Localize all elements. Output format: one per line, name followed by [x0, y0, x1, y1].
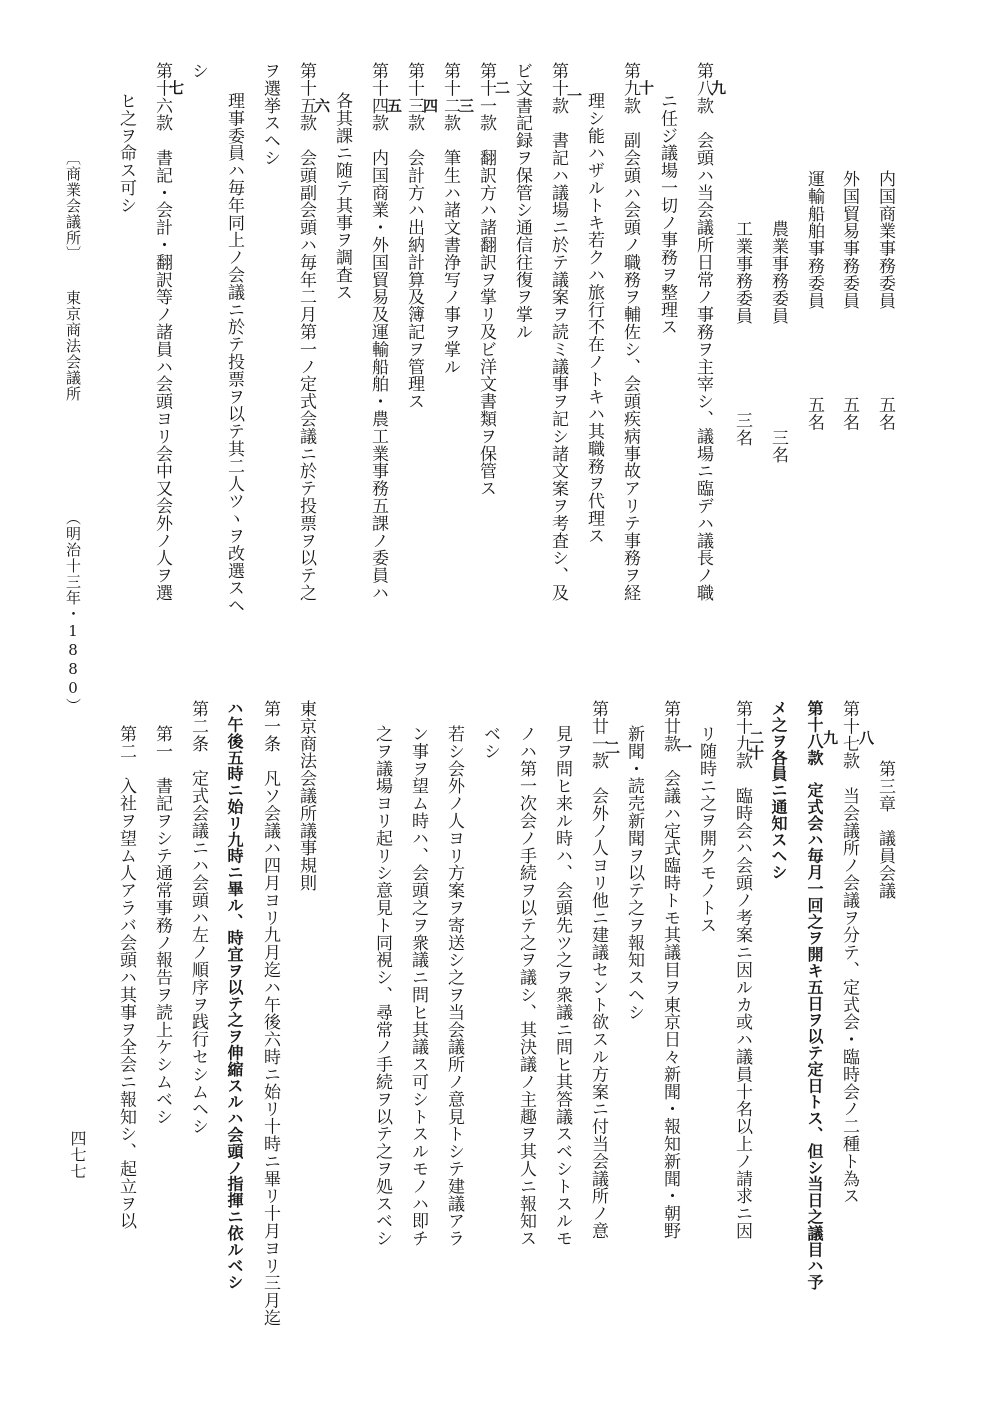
revision-mark: 八: [857, 730, 875, 745]
revision-mark: 二: [603, 740, 621, 755]
top-line-4: 農業事務委員 三名: [768, 220, 788, 464]
bottom-line-21: 第二 入社ヲ望ム人アラバ会頭ハ其事ヲ全会ニ報知シ、起立ヲ以: [116, 725, 136, 1230]
top-line-17: 第十五款 会頭副会頭ハ毎年二月第一ノ定式会議ニ於テ投票ヲ以テ之: [296, 62, 316, 602]
top-line-16: 各其課ニ随テ其事ヲ調査ス: [332, 92, 352, 301]
top-line-13: 第十二款 筆生ハ諸文書浄写ノ事ヲ掌ル: [440, 62, 460, 376]
revision-mark: 四: [421, 98, 439, 113]
revision-mark: 三: [457, 98, 475, 113]
revision-mark: 二十: [747, 730, 765, 760]
footer-source: 〔商業会議所〕: [64, 150, 82, 262]
footer-date: （明治十三年・1880）: [64, 510, 82, 714]
top-line-20: シ: [188, 62, 208, 80]
top-line-10: 第十款 書記ハ議場ニ於テ議案ヲ読ミ議事ヲ記シ諸文案ヲ考査シ、及: [548, 62, 568, 602]
bottom-line-9: 第廿一款 会外ノ人ヨリ他ニ建議セント欲スル方案ニ付当会議所ノ意: [588, 700, 608, 1240]
bottom-line-11: ノハ第一次会ノ手続ヲ以テ之ヲ議シ、其決議ノ主趣ヲ其人ニ報知ス: [516, 725, 536, 1247]
top-line-22: ヒ之ヲ命ス可シ: [116, 92, 136, 214]
top-line-14: 第十三款 会計方ハ出納計算及簿記ヲ管理ス: [404, 62, 424, 410]
bottom-line-19: 第二条 定式会議ニハ会頭ハ左ノ順序ヲ践行セシムヘシ: [188, 700, 208, 1135]
bottom-line-15: 之ヲ議場ヨリ起リシ意見ト同視シ、尋常ノ手続ヲ以テ之ヲ処スベシ: [372, 725, 392, 1247]
page-number: 四七七: [68, 1130, 87, 1180]
bottom-line-18: ハ午後五時ニ始リ九時ニ畢ル、時宜ヲ以テ之ヲ伸縮スルハ会頭ノ指揮ニ依ルベシ: [225, 700, 244, 1291]
top-line-11: ビ文書記録ヲ保管シ通信往復ヲ掌ル: [512, 62, 532, 341]
bottom-line-3: 第十八款 定式会ハ毎月一回之ヲ開キ五日ヲ以テ定日トス、但シ当日之議目ハ予: [805, 700, 824, 1291]
bottom-line-5: 第十九款 臨時会ハ会頭ノ考案ニ因ルカ或ハ議員十名以上ノ請求ニ因: [732, 700, 752, 1240]
bottom-line-13: 若シ会外ノ人ヨリ方案ヲ寄送シ之ヲ当会議所ノ意見トシテ建議アラ: [444, 725, 464, 1247]
bottom-line-6: リ随時ニ之ヲ開クモノトス: [696, 725, 716, 934]
bottom-line-17: 第一条 凡ソ会議ハ四月ヨリ九月迄ハ午後六時ニ始リ十時ニ畢リ十月ヨリ三月迄: [260, 700, 280, 1327]
top-line-3: 運輸船舶事務委員 五名: [804, 170, 824, 431]
revision-mark: 五: [385, 98, 403, 113]
bottom-line-2: 第十七款 当会議所ノ会議ヲ分テ、定式会・臨時会ノ二種ト為ス: [839, 700, 859, 1205]
top-line-12: 第十一款 翻訳方ハ諸翻訳ヲ掌リ及ビ洋文書類ヲ保管ス: [476, 62, 496, 497]
bottom-line-14: ン事ヲ望ム時ハ、会頭之ヲ衆議ニ問ヒ其議ス可シトスルモノハ即チ: [408, 725, 428, 1247]
top-line-18: ヲ選挙スヘシ: [260, 62, 280, 167]
top-line-2: 外国貿易事務委員 五名: [839, 170, 859, 431]
bottom-line-8: 新聞・読売新聞ヲ以テ之ヲ報知スヘシ: [624, 725, 644, 1021]
revision-mark: 七: [167, 80, 185, 95]
revision-mark: 九: [709, 80, 727, 95]
revision-mark: 十: [637, 80, 655, 95]
bottom-line-12: ベシ: [480, 725, 500, 760]
bottom-line-20: 第一 書記ヲシテ通常事務ノ報告ヲ読上ケシムベシ: [152, 725, 172, 1126]
top-line-5: 工業事務委員 三名: [732, 220, 752, 447]
top-line-9: 理シ能ハザルトキ若クハ旅行不在ノトキハ其職務ヲ代理ス: [584, 92, 604, 545]
revision-mark: 二: [493, 80, 511, 95]
top-line-21: 第十六款 書記・会計・翻訳等ノ諸員ハ会頭ヨリ会中又会外ノ人ヲ選: [152, 62, 172, 602]
revision-mark: 六: [313, 98, 331, 113]
top-line-6: 第八款 会頭ハ当会議所日常ノ事務ヲ主宰シ、議場ニ臨デハ議長ノ職: [693, 62, 713, 602]
chapter-heading: 第三章 議員会議: [875, 760, 895, 900]
revision-mark: 一: [675, 740, 693, 755]
rules-title: 東京商法会議所議事規則: [296, 700, 316, 892]
top-line-7: ニ任ジ議場一切ノ事務ヲ整理ス: [657, 92, 677, 336]
top-line-19: 理事委員ハ毎年同上ノ会議ニ於テ投票ヲ以テ其二人ツヽヲ改選スヘ: [224, 92, 244, 614]
bottom-line-10: 見ヲ問ヒ来ル時ハ、会頭先ツ之ヲ衆議ニ問ヒ其答議スベシトスルモ: [552, 725, 572, 1247]
top-line-8: 第九款 副会頭ハ会頭ノ職務ヲ輔佐シ、会頭疾病事故アリテ事務ヲ経: [620, 62, 640, 602]
bottom-line-7: 第廿款 会議ハ定式臨時トモ其議目ヲ東京日々新聞・報知新聞・朝野: [660, 700, 680, 1240]
revision-mark: 一: [565, 88, 583, 103]
footer-org: 東京商法会議所: [64, 290, 82, 402]
top-line-15: 第十四款 内国商業・外国貿易及運輸船舶・農工業事務五課ノ委員ハ: [368, 62, 388, 602]
revision-mark: 九: [821, 730, 839, 745]
top-line-1: 内国商業事務委員 五名: [875, 170, 895, 431]
bottom-line-4: メ之ヲ各員ニ通知スヘシ: [769, 700, 788, 881]
